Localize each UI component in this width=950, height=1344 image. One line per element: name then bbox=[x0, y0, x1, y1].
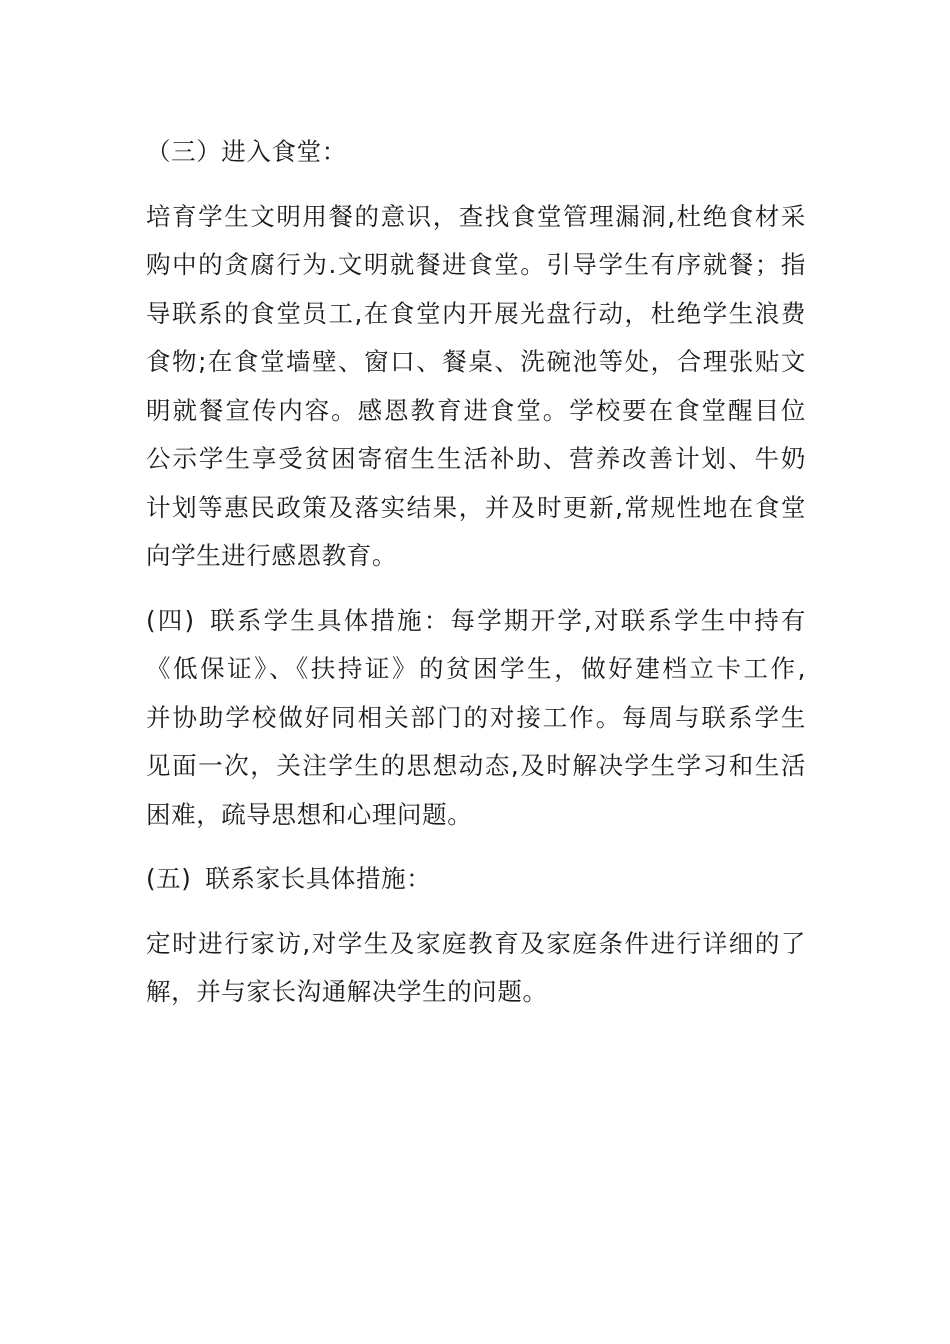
paragraph-line: 明就餐宣传内容。感恩教育进食堂。学校要在食堂醒目位 bbox=[146, 395, 806, 425]
section-3-heading: （三）进入食堂： bbox=[146, 137, 347, 166]
paragraph-line: 困难，疏导思想和心理问题。 bbox=[146, 799, 473, 829]
paragraph-line: 解，并与家长沟通解决学生的问题。 bbox=[146, 977, 548, 1006]
paragraph-line: 导联系的食堂员工,在食堂内开展光盘行动，杜绝学生浪费 bbox=[146, 298, 806, 328]
paragraph-gap bbox=[146, 177, 806, 193]
paragraph-line: 并协助学校做好同相关部门的对接工作。每周与联系学生 bbox=[146, 702, 806, 732]
section-4-paragraph bbox=[146, 597, 806, 840]
paragraph-line: 食物;在食堂墙壁、窗口、餐桌、洗碗池等处，合理张贴文 bbox=[146, 347, 806, 376]
paragraph-line: 见面一次，关注学生的思想动态,及时解决学生学习和生活 bbox=[146, 751, 806, 780]
section-4-first-line: 联系学生具体措施：每学期开学,对联系学生中持有 bbox=[208, 605, 806, 635]
paragraph-line: 定时进行家访,对学生及家庭教育及家庭条件进行详细的了 bbox=[146, 928, 806, 958]
paragraph-gap bbox=[146, 839, 806, 855]
section-5-label: (五) bbox=[146, 864, 192, 893]
document-body bbox=[146, 128, 806, 1017]
paragraph-line: 培育学生文明用餐的意识，查找食堂管理漏洞,杜绝食材采 bbox=[146, 201, 806, 231]
section-4-label: (四) bbox=[146, 605, 195, 635]
paragraph-line: 向学生进行感恩教育。 bbox=[146, 541, 397, 570]
paragraph-line: 购中的贪腐行为.文明就餐进食堂。引导学生有序就餐；指 bbox=[146, 250, 806, 279]
paragraph-gap bbox=[146, 904, 806, 920]
paragraph-line bbox=[146, 597, 806, 646]
paragraph-line: 计划等惠民政策及落实结果，并及时更新,常规性地在食堂 bbox=[146, 492, 806, 522]
section-5-heading bbox=[146, 855, 806, 904]
section-5-paragraph bbox=[146, 920, 806, 1017]
section-3-paragraph bbox=[146, 193, 806, 581]
section-5-heading-text: 联系家长具体措施： bbox=[205, 864, 432, 893]
paragraph-line: 公示学生享受贫困寄宿生生活补助、营养改善计划、牛奶 bbox=[146, 444, 806, 473]
paragraph-line: 《低保证》、《扶持证》的贫困学生，做好建档立卡工作, bbox=[146, 654, 806, 683]
paragraph-gap bbox=[146, 581, 806, 597]
